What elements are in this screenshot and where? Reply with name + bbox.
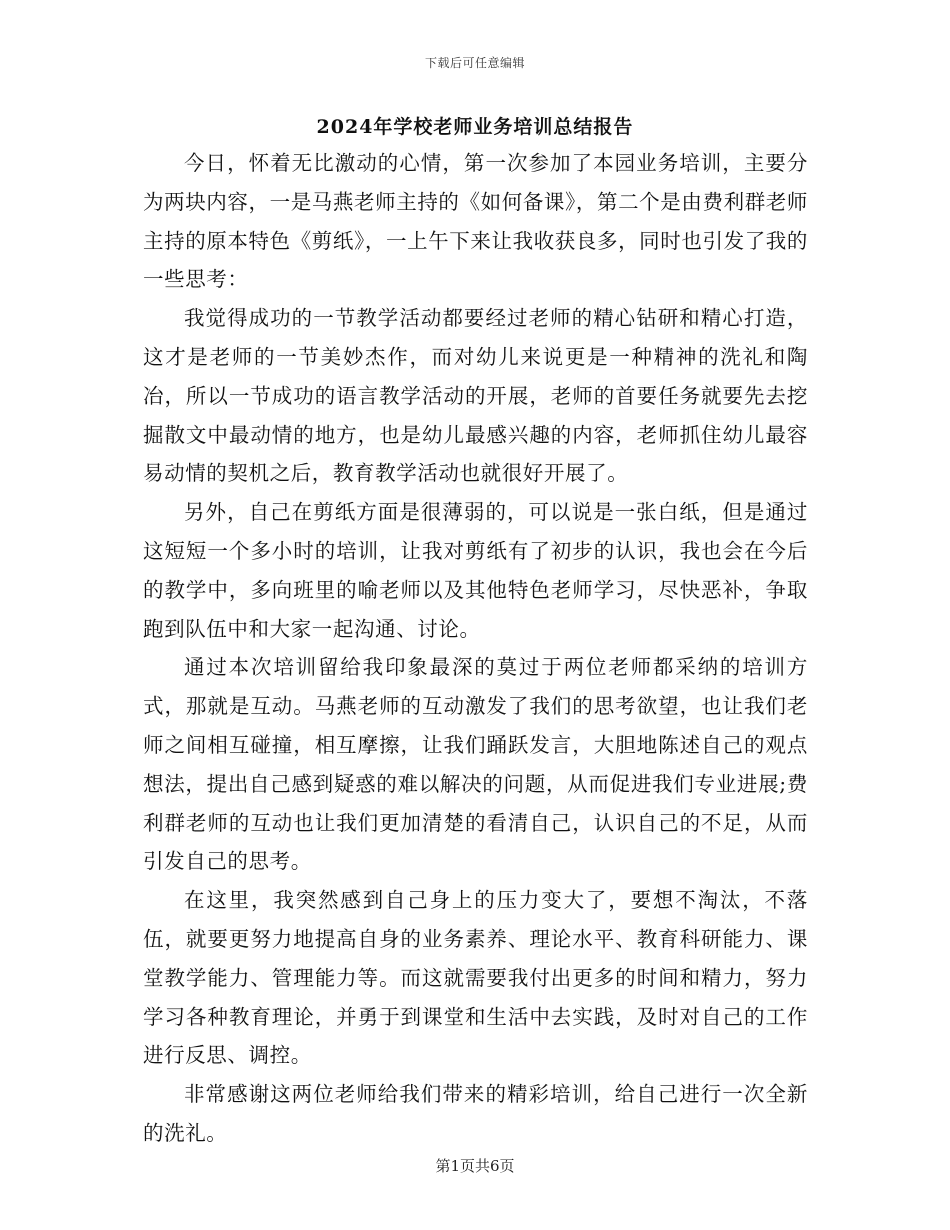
paragraph: 非常感谢这两位老师给我们带来的精彩培训，给自己进行一次全新的洗礼。 [143, 1082, 808, 1145]
page-number: 第1页共6页 [435, 1157, 515, 1175]
header-note: 下载后可任意编辑 [424, 56, 525, 70]
paragraph: 通过本次培训留给我印象最深的莫过于两位老师都采纳的培训方式，那就是互动。马燕老师的互动激发了我们的思考欲望，也让我们老师之间相互碰撞，相互摩擦，让我们踊跃发言，大胆地陈述自己的观点想法，提出自己感到疑惑的难以解决的问题，从而促进我们专业进展;费利群老师的互动也让我们更加清楚的看清自己，认识自己的不足，从而引发自己的思考。 [143, 655, 808, 874]
paragraph: 另外，自己在剪纸方面是很薄弱的，可以说是一张白纸，但是通过这短短一个多小时的培训，让我对剪纸有了初步的认识，我也会在今后的教学中，多向班里的喻老师以及其他特色老师学习，尽快恶补，争取跑到队伍中和大家一起沟通、讨论。 [143, 500, 808, 641]
document-title: 2024年学校老师业务培训总结报告 [316, 116, 634, 138]
paragraph: 在这里，我突然感到自己身上的压力变大了，要想不淘汰，不落伍，就要更努力地提高自身的业务素养、理论水平、教育科研能力、课堂教学能力、管理能力等。而这就需要我付出更多的时间和精力，努力学习各种教育理论，并勇于到课堂和生活中去实践，及时对自己的工作进行反思、调控。 [143, 888, 808, 1068]
paragraph: 今日，怀着无比激动的心情，第一次参加了本园业务培训，主要分为两块内容，一是马燕老师主持的《如何备课》，第二个是由费利群老师主持的原本特色《剪纸》，一上午下来让我收获良多，同时也引发了我的一些思考： [143, 151, 808, 292]
paragraph: 我觉得成功的一节教学活动都要经过老师的精心钻研和精心打造，这才是老师的一节美妙杰作，而对幼儿来说更是一种精神的洗礼和陶冶，所以一节成功的语言教学活动的开展，老师的首要任务就要先去挖掘散文中最动情的地方，也是幼儿最感兴趣的内容，老师抓住幼儿最容易动情的契机之后，教育教学活动也就很好开展了。 [143, 306, 808, 486]
document-body [143, 144, 808, 1153]
